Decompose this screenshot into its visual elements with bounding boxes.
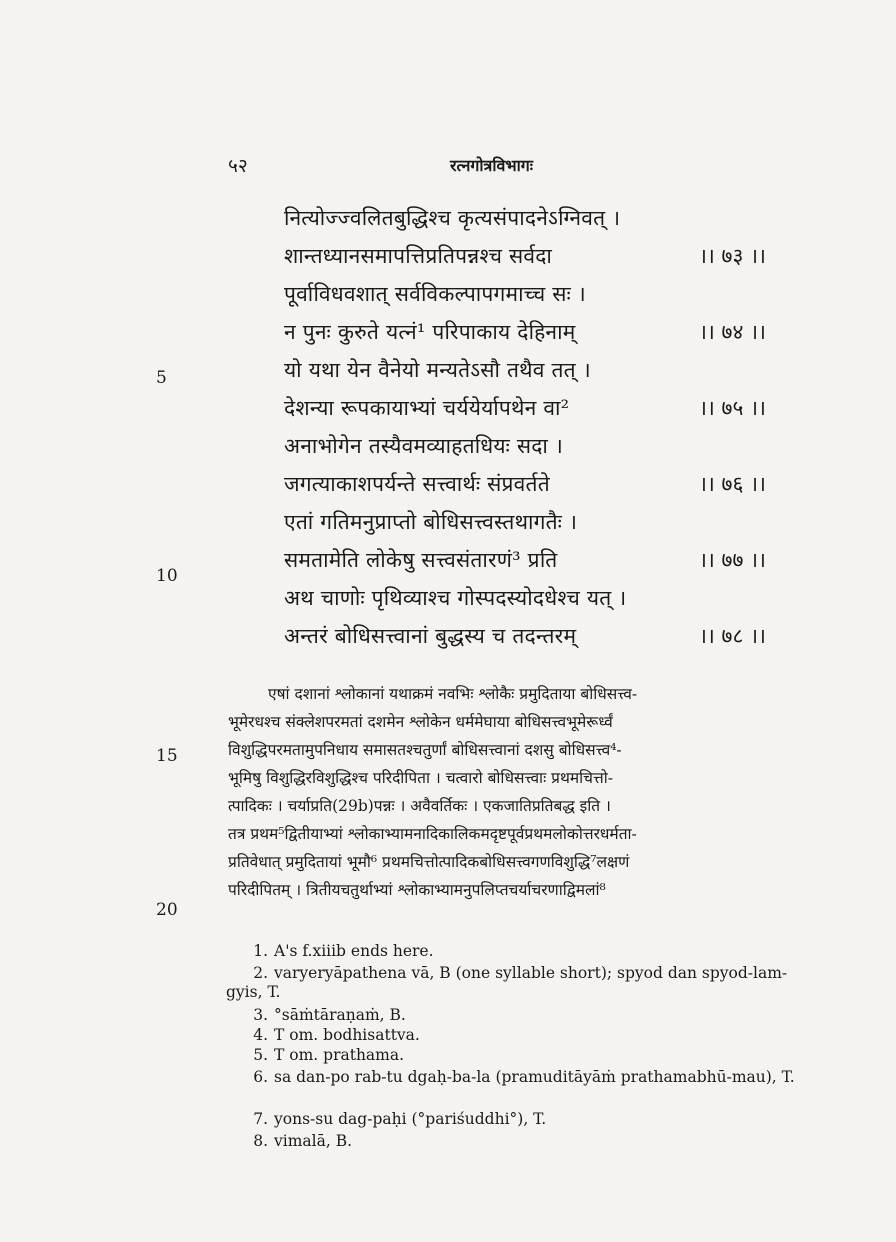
verse-text: समतामेति लोकेषु सत्त्वसंतारणं³ प्रति: [284, 548, 558, 572]
footnote-text: T om. prathama.: [274, 1046, 405, 1064]
verse-number: ।। ७६ ।।: [698, 472, 766, 496]
footnote-number: 7.: [253, 1110, 268, 1128]
verse-number: ।। ७८ ।।: [698, 624, 766, 648]
line-number-margin: 5: [156, 368, 167, 388]
verse-number: ।। ७३ ।।: [698, 244, 766, 268]
running-title: रत्नगोत्रविभागः: [450, 156, 533, 175]
verse-text: न पुनः कुरुते यत्नं¹ परिपाकाय देहिनाम्: [284, 320, 576, 344]
page-header: [228, 152, 688, 182]
verse-text: एतां गतिमनुप्राप्तो बोधिसत्त्वस्तथागतैः ।: [284, 510, 578, 534]
footnote-text: A's f.xiiib ends here.: [274, 942, 434, 960]
verse-number: ।। ७७ ।।: [698, 548, 766, 572]
prose-line: भूमेरधश्च संक्लेशपरमतां दशमेन श्लोकेन धर्ममेघाया बोधिसत्त्वभूमेरूर्ध्वं: [228, 713, 613, 731]
footnote: [226, 1110, 806, 1129]
verse-text: पूर्वाविधवशात् सर्वविकल्पापगमाच्च सः ।: [284, 282, 586, 306]
footnote-number: 8.: [253, 1132, 268, 1150]
verse-line: [0, 314, 896, 351]
footnote-number: 2.: [253, 964, 268, 982]
page-number: ५२: [228, 155, 248, 177]
verse-line: [0, 352, 896, 389]
verse-line: [0, 390, 896, 427]
verse-line: [0, 428, 896, 465]
prose-line: परिदीपितम् । त्रितीयचतुर्थाभ्यां श्लोकाभ्यामनुपलिप्तचर्याचरणाद्विमलां⁸: [228, 881, 606, 899]
footnote-number: 6.: [253, 1068, 268, 1086]
verse-line: [0, 542, 896, 579]
verse-text: अनाभोगेन तस्यैवमव्याहतधियः सदा ।: [284, 434, 564, 458]
footnote: [226, 1006, 806, 1025]
verse-text: देशन्या रूपकायाभ्यां चर्ययेर्यापथेन वा²: [284, 396, 570, 420]
footnote-text: yons-su dag-paḥi (°pariśuddhi°), T.: [274, 1110, 547, 1128]
verse-text: जगत्याकाशपर्यन्ते सत्त्वार्थः संप्रवर्तते: [284, 472, 550, 496]
verse-line: [0, 580, 896, 617]
footnote-number: 1.: [253, 942, 268, 960]
footnote: [226, 1132, 806, 1151]
prose-line: भूमिषु विशुद्धिरविशुद्धिश्च परिदीपिता । चत्वारो बोधिसत्त्वाः प्रथमचित्तो-: [228, 769, 613, 787]
verse-text: अन्तरं बोधिसत्त्वानां बुद्धस्य च तदन्तरम्: [284, 624, 577, 648]
prose-line: एषां दशानां श्लोकानां यथाक्रमं नवभिः श्लोकैः प्रमुदिताया बोधिसत्त्व-: [268, 685, 638, 703]
footnote-text: varyeryāpathena vā, B (one syllable short); spyod dan spyod-lam-gyis, T.: [226, 964, 788, 1001]
footnote-text: T om. bodhisattva.: [274, 1026, 420, 1044]
verse-text: यो यथा येन वैनेयो मन्यतेऽसौ तथैव तत् ।: [284, 358, 591, 382]
verse-line: [0, 276, 896, 313]
verse-line: [0, 504, 896, 541]
footnote: [226, 942, 806, 961]
verse-text: नित्योज्ज्वलितबुद्धिश्च कृत्यसंपादनेऽग्निवत् ।: [284, 206, 621, 230]
prose-line: तत्र प्रथम⁵द्वितीयाभ्यां श्लोकाभ्यामनादिकालिकमदृष्टपूर्वप्रथमलोकोत्तरधर्मता-: [228, 825, 637, 843]
footnote-text: °sāṁtāraṇaṁ, B.: [274, 1006, 406, 1024]
footnote: [226, 1068, 806, 1087]
footnote-text: sa dan-po rab-tu dgaḥ-ba-la (pramuditāyāṁ prathamabhū-mau), T.: [274, 1068, 795, 1086]
line-number-margin: 20: [156, 900, 178, 920]
prose-line: विशुद्धिपरमतामुपनिधाय समासतश्चतुर्णां बोधिसत्त्वानां दशसु बोधिसत्त्व⁴-: [228, 741, 622, 759]
verse-line: [0, 466, 896, 503]
verse-number: ।। ७५ ।।: [698, 396, 766, 420]
footnote: [226, 1026, 806, 1045]
footnote: [226, 1046, 806, 1065]
verse-line: [0, 238, 896, 275]
line-number-margin: 10: [156, 566, 178, 586]
verse-line: [0, 200, 896, 237]
footnote-number: 4.: [253, 1026, 268, 1044]
verse-number: ।। ७४ ।।: [698, 320, 766, 344]
footnote-text: vimalā, B.: [274, 1132, 353, 1150]
prose-line: प्रतिवेधात् प्रमुदितायां भूमौ⁶ प्रथमचित्तोत्पादिकबोधिसत्त्वगणविशुद्धि⁷लक्षणं: [228, 853, 630, 871]
footnote: [226, 964, 806, 1002]
line-number-margin: 15: [156, 746, 178, 766]
footnote-number: 5.: [253, 1046, 268, 1064]
verse-line: [0, 618, 896, 655]
footnote-number: 3.: [253, 1006, 268, 1024]
verse-text: अथ चाणोः पृथिव्याश्च गोस्पदस्योदधेश्च यत् ।: [284, 586, 627, 610]
prose-line: त्पादिकः । चर्याप्रति(29b)पन्नः । अवैवर्तिकः । एकजातिप्रतिबद्ध इति ।: [228, 797, 611, 815]
verse-text: शान्तध्यानसमापत्तिप्रतिपन्नश्च सर्वदा: [284, 244, 553, 268]
